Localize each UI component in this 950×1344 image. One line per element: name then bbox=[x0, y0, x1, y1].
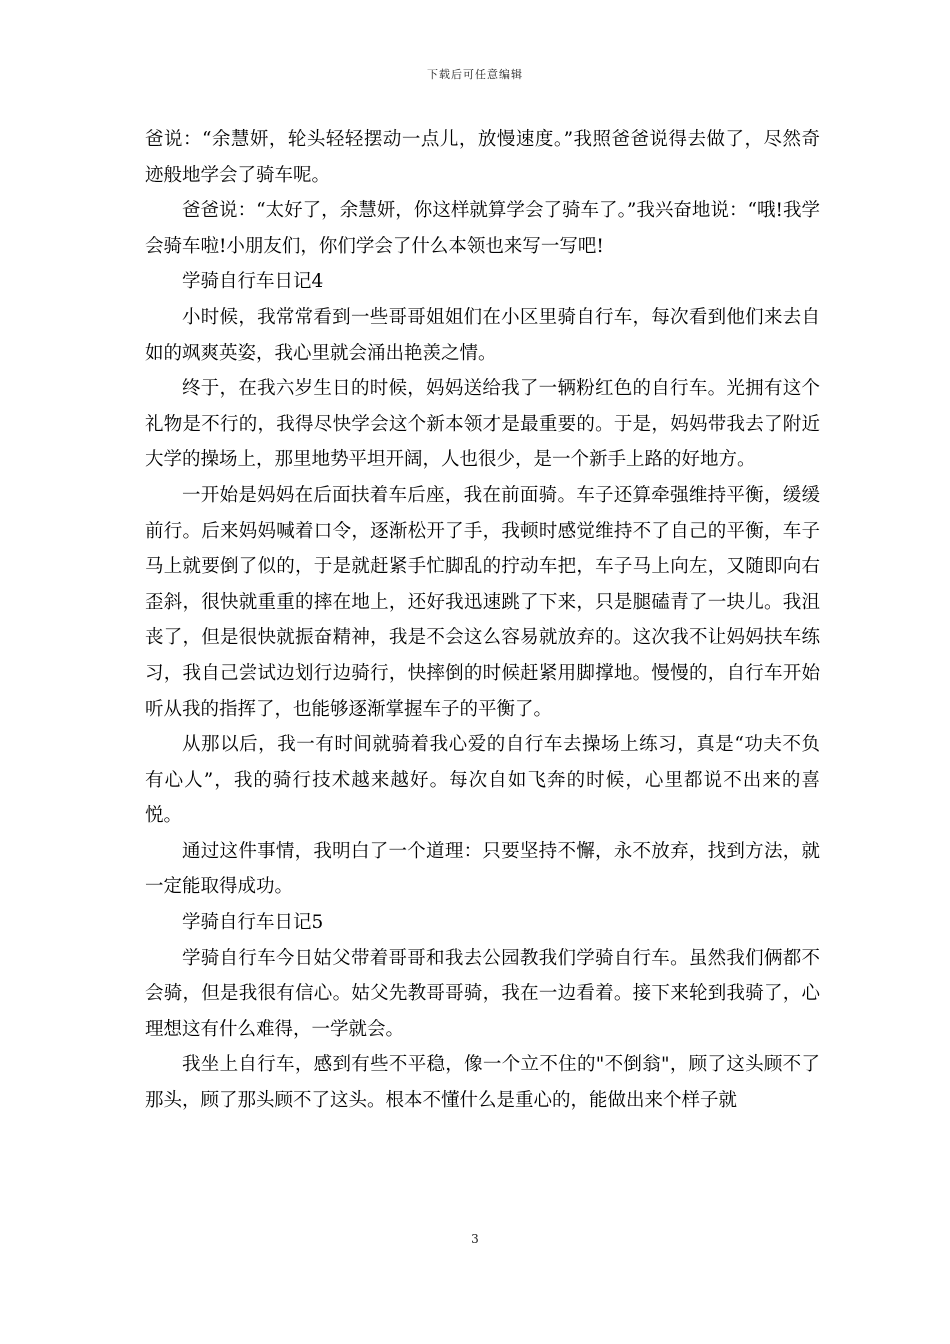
paragraph: 我坐上自行车，感到有些不平稳，像一个立不住的"不倒翁"，顾了这头顾不了那头，顾了那头顾不了这头。根本不懂什么是重心的，能做出来个样子就 bbox=[145, 1054, 820, 1112]
paragraph: 爸说：“余慧妍，轮头轻轻摆动一点儿，放慢速度。”我照爸爸说得去做了，尽然奇迹般地学会了骑车呢。 bbox=[145, 129, 820, 186]
paragraph: 学骑自行车今日姑父带着哥哥和我去公园教我们学骑自行车。虽然我们俩都不会骑，但是我很有信心。姑父先教哥哥骑，我在一边看着。接下来轮到我骑了，心理想这有什么难得，一学就会。 bbox=[145, 947, 820, 1040]
paragraph: 一开始是妈妈在后面扶着车后座，我在前面骑。车子还算牵强维持平衡，缓缓前行。后来妈妈喊着口令，逐渐松开了手，我顿时感觉维持不了自己的平衡，车子马上就要倒了似的，于是就赶紧手忙脚乱的拧动车把，车子马上向左，又随即向右歪斜，很快就重重的摔在地上，还好我迅速跳了下来，只是腿磕青了一块儿。我沮丧了，但是很快就振奋精神，我是不会这么容易就放弃的。这次我不让妈妈扶车练习，我自己尝试边划行边骑行，快摔倒的时候赶紧用脚撑地。慢慢的，自行车开始听从我的指挥了，也能够逐渐掌握车子的平衡了。 bbox=[145, 484, 820, 720]
paragraph: 爸爸说：“太好了，余慧妍，你这样就算学会了骑车了。”我兴奋地说：“哦!我学会骑车啦!小朋友们，你们学会了什么本领也来写一写吧! bbox=[145, 200, 820, 257]
section-heading: 学骑自行车日记4 bbox=[182, 271, 324, 293]
paragraph: 小时候，我常常看到一些哥哥姐姐们在小区里骑自行车，每次看到他们来去自如的飒爽英姿，我心里就会涌出艳羡之情。 bbox=[145, 306, 820, 364]
page-header: 下载后可任意编辑 bbox=[427, 68, 523, 81]
paragraph: 从那以后，我一有时间就骑着我心爱的自行车去操场上练习，真是“功夫不负有心人”，我的骑行技术越来越好。每次自如飞奔的时候，心里都说不出来的喜悦。 bbox=[145, 734, 820, 827]
document-body bbox=[145, 122, 820, 1119]
paragraph: 通过这件事情，我明白了一个道理：只要坚持不懈，永不放弃，找到方法，就一定能取得成功。 bbox=[145, 840, 820, 898]
page-number: 3 bbox=[471, 1232, 479, 1246]
section-heading: 学骑自行车日记5 bbox=[182, 912, 324, 934]
paragraph: 终于，在我六岁生日的时候，妈妈送给我了一辆粉红色的自行车。光拥有这个礼物是不行的，我得尽快学会这个新本领才是最重要的。于是，妈妈带我去了附近大学的操场上，那里地势平坦开阔，人也很少，是一个新手上路的好地方。 bbox=[145, 378, 820, 471]
